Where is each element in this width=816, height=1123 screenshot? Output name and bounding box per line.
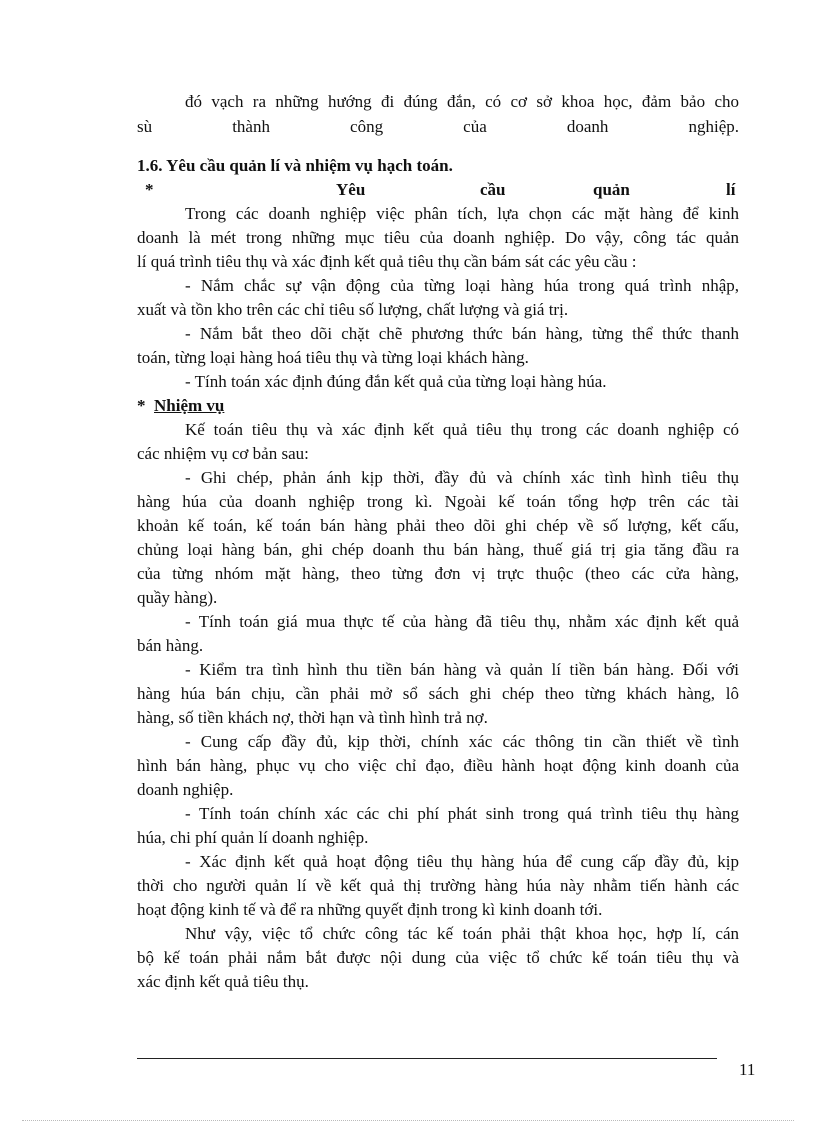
text-line: húa, chi phí quản lí doanh nghiệp. <box>137 828 369 847</box>
subheading-tasks <box>137 394 739 418</box>
text-line: thời cho người quản lí về kết quả thị trường hàng húa này nhằm tiến hành các <box>137 876 739 895</box>
text-line: hàng, số tiền khách nợ, thời hạn và tình hình trả nợ. <box>137 708 488 727</box>
text-line: các nhiệm vụ cơ bản sau: <box>137 444 309 463</box>
text-line: - Nắm bắt theo dõi chặt chẽ phương thức bán hàng, từng thể thức thanh <box>185 324 739 343</box>
text-line: hàng húa bán chịu, cần phải mở sổ sách ghi chép theo từng khách hàng, lô <box>137 684 739 703</box>
text-line: - Tính toán chính xác các chi phí phát sinh trong quá trình tiêu thụ hàng <box>185 804 739 823</box>
text-line: chủng loại hàng bán, ghi chép doanh thu bán hàng, thuế giá trị gia tăng đầu ra <box>137 540 739 559</box>
text-line: hàng húa của doanh nghiệp trong kì. Ngoài kế toán tổng hợp trên các tài <box>137 492 739 511</box>
text-line: Kế toán tiêu thụ và xác định kết quả tiêu thụ trong các doanh nghiệp có <box>185 420 739 439</box>
subheading-word: cầu <box>480 180 506 199</box>
text-line: đó vạch ra những hướng đi đúng đắn, có cơ sở khoa học, đảm bảo cho <box>185 92 739 111</box>
text-line: - Xác định kết quả hoạt động tiêu thụ hàng húa để cung cấp đầy đủ, kịp <box>185 852 739 871</box>
text-line: doanh nghiệp. <box>137 780 234 799</box>
text-line: - Ghi chép, phản ánh kịp thời, đầy đủ và chính xác tình hình tiêu thụ <box>185 468 739 487</box>
text-line: hình bán hàng, phục vụ cho việc chỉ đạo, điều hành hoạt động kinh doanh của <box>137 756 739 775</box>
subheading-word: quản <box>593 180 630 199</box>
page-number: 11 <box>739 1060 756 1079</box>
text-line: xác định kết quả tiêu thụ. <box>137 972 309 991</box>
text-line: - Nắm chắc sự vận động của từng loại hàng húa trong quá trình nhập, <box>185 276 739 295</box>
text-line: quầy hàng). <box>137 588 218 607</box>
text-line: - Kiểm tra tình hình thu tiền bán hàng và quản lí tiền bán hàng. Đối với <box>185 660 739 679</box>
text-line: xuất và tồn kho trên các chỉ tiêu số lượng, chất lượng và giá trị. <box>137 300 569 319</box>
text-line: - Tính toán giá mua thực tế của hàng đã tiêu thụ, nhằm xác định kết quả <box>185 612 739 631</box>
text-line: của từng nhóm mặt hàng, theo từng đơn vị trực thuộc (theo các cửa hàng, <box>137 564 739 583</box>
text-line: hoạt động kinh tế và để ra những quyết định trong kì kinh doanh tới. <box>137 900 603 919</box>
text-line: lí quá trình tiêu thụ và xác định kết quả tiêu thụ cần bám sát các yêu cầu : <box>137 252 637 271</box>
text-line: sù thành công của doanh nghiệp. <box>137 117 739 136</box>
text-line: khoản kế toán, kế toán bán hàng phải theo dõi ghi chép về số lượng, kết cấu, <box>137 516 739 535</box>
text-line: - Cung cấp đầy đủ, kịp thời, chính xác các thông tin cần thiết về tình <box>185 732 739 751</box>
bullet-star: * <box>145 180 154 199</box>
text-line: bộ kế toán phải nắm bắt được nội dung của việc tổ chức kế toán tiêu thụ và <box>137 948 739 967</box>
subheading-title: Nhiệm vụ <box>154 396 225 415</box>
bullet-star: * <box>137 396 146 415</box>
text-line: bán hàng. <box>137 636 204 655</box>
subheading-word: Yêu <box>336 180 366 199</box>
text-line: doanh là mét trong những mục tiêu của doanh nghiệp. Do vậy, công tác quản <box>137 228 739 247</box>
text-line: Như vậy, việc tổ chức công tác kế toán phải thật khoa học, hợp lí, cán <box>185 924 739 943</box>
page-bottom-edge <box>22 1120 794 1121</box>
footer-divider <box>137 1058 717 1059</box>
subheading-word: lí <box>726 180 736 199</box>
text-line: - Tính toán xác định đúng đắn kết quả của từng loại hàng húa. <box>185 372 607 391</box>
section-heading: 1.6. Yêu cầu quản lí và nhiệm vụ hạch toán. <box>137 156 453 175</box>
text-line: Trong các doanh nghiệp việc phân tích, lựa chọn các mặt hàng để kinh <box>185 204 739 223</box>
text-line: toán, từng loại hàng hoá tiêu thụ và từng loại khách hàng. <box>137 348 529 367</box>
